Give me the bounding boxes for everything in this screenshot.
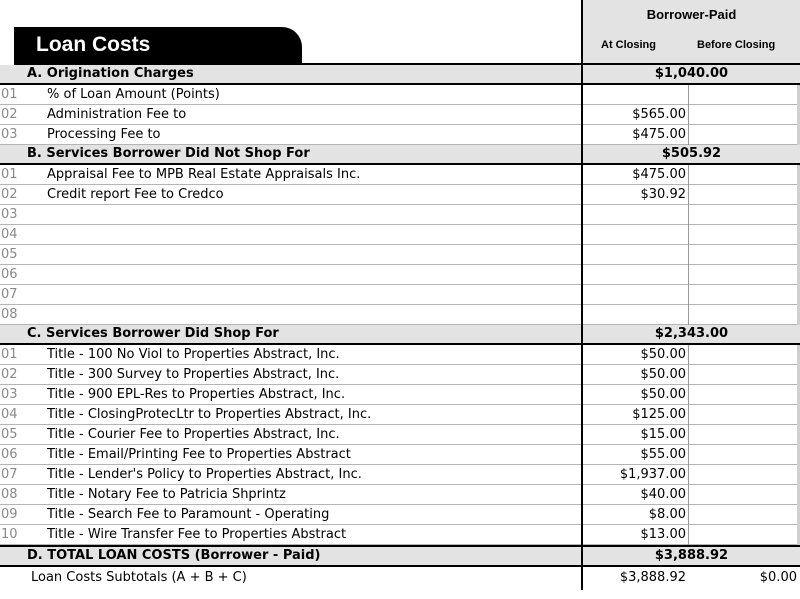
table-row	[0, 225, 800, 245]
amount-at-closing: $40.00	[640, 487, 686, 502]
line-number: 01	[1, 347, 18, 362]
column-divider	[581, 265, 583, 285]
line-number: 08	[1, 307, 18, 322]
amount-at-closing: $565.00	[632, 107, 686, 122]
table-row	[0, 185, 800, 205]
fee-description: Title - Notary Fee to Patricia Shprintz	[47, 487, 286, 502]
line-number: 04	[1, 407, 18, 422]
fee-description: Processing Fee to	[47, 127, 161, 142]
line-number: 06	[1, 447, 18, 462]
borrower-paid-header	[581, 0, 800, 65]
total-loan-costs-row	[0, 545, 800, 567]
column-divider	[581, 245, 583, 265]
line-number: 03	[1, 127, 18, 142]
table-row	[0, 265, 800, 285]
loan-costs-header	[0, 0, 800, 65]
table-row	[0, 425, 800, 445]
at-closing-column-header: At Closing	[601, 39, 656, 51]
column-divider	[581, 305, 583, 325]
amount-at-closing: $30.92	[640, 187, 686, 202]
fee-description: Title - Lender's Policy to Properties Abstract, Inc.	[47, 467, 362, 482]
column-divider	[688, 125, 689, 145]
table-row	[0, 105, 800, 125]
fee-description: Title - Wire Transfer Fee to Properties Abstract	[47, 527, 347, 542]
before-closing-column-header: Before Closing	[697, 39, 776, 51]
line-number: 03	[1, 387, 18, 402]
column-divider	[688, 305, 689, 325]
line-number: 01	[1, 167, 18, 182]
table-row	[0, 205, 800, 225]
fee-description: Administration Fee to	[47, 107, 187, 122]
column-divider	[688, 365, 689, 385]
table-row	[0, 165, 800, 185]
amount-at-closing: $50.00	[640, 347, 686, 362]
amount-at-closing: $13.00	[640, 527, 686, 542]
table-row	[0, 525, 800, 545]
line-number: 04	[1, 227, 18, 242]
column-divider	[688, 385, 689, 405]
column-divider	[688, 405, 689, 425]
loan-costs-table	[0, 65, 800, 589]
table-row	[0, 365, 800, 385]
section-header-row	[0, 65, 800, 85]
amount-at-closing: $50.00	[640, 387, 686, 402]
section-total: $505.92	[661, 146, 722, 161]
amount-at-closing: $55.00	[640, 447, 686, 462]
line-number: 02	[1, 187, 18, 202]
line-number: 06	[1, 267, 18, 282]
column-divider	[688, 485, 689, 505]
table-row	[0, 125, 800, 145]
fee-description: Title - 100 No Viol to Properties Abstract, Inc.	[47, 347, 340, 362]
column-divider	[688, 505, 689, 525]
section-header-row	[0, 325, 800, 345]
column-divider	[688, 165, 689, 185]
fee-description: Appraisal Fee to MPB Real Estate Appraisals Inc.	[47, 167, 361, 182]
table-row	[0, 345, 800, 365]
fee-description: Credit report Fee to Credco	[47, 187, 224, 202]
line-number: 07	[1, 287, 18, 302]
column-divider	[688, 425, 689, 445]
amount-at-closing: $8.00	[648, 507, 686, 522]
subtotal-before-closing: $0.00	[759, 570, 797, 585]
table-row	[0, 485, 800, 505]
table-row	[0, 385, 800, 405]
column-divider	[688, 525, 689, 545]
line-number: 02	[1, 107, 18, 122]
table-row	[0, 405, 800, 425]
line-number: 01	[1, 87, 18, 102]
table-row	[0, 465, 800, 485]
line-number: 08	[1, 487, 18, 502]
table-row	[0, 285, 800, 305]
column-divider	[688, 105, 689, 125]
table-row	[0, 85, 800, 105]
column-divider	[688, 445, 689, 465]
table-row	[0, 245, 800, 265]
line-number: 02	[1, 367, 18, 382]
column-divider	[688, 185, 689, 205]
table-row	[0, 445, 800, 465]
fee-description: Title - Courier Fee to Properties Abstract, Inc.	[47, 427, 340, 442]
line-number: 05	[1, 247, 18, 262]
section-label: A. Origination Charges	[27, 66, 194, 81]
column-divider	[581, 85, 583, 105]
amount-at-closing: $475.00	[632, 167, 686, 182]
fee-description: Title - Search Fee to Paramount - Operating	[47, 507, 330, 522]
line-number: 03	[1, 207, 18, 222]
column-divider	[688, 345, 689, 365]
line-number: 07	[1, 467, 18, 482]
loan-costs-title: Loan Costs	[14, 27, 302, 63]
column-divider	[581, 225, 583, 245]
amount-at-closing: $15.00	[640, 427, 686, 442]
column-divider	[688, 245, 689, 265]
table-row	[0, 305, 800, 325]
column-divider	[688, 205, 689, 225]
column-divider	[581, 205, 583, 225]
line-number: 10	[1, 527, 18, 542]
total-label: D. TOTAL LOAN COSTS (Borrower - Paid)	[27, 548, 321, 563]
column-divider	[688, 265, 689, 285]
section-total: $1,040.00	[654, 66, 729, 81]
total-value: $3,888.92	[654, 548, 729, 563]
fee-description: Title - Email/Printing Fee to Properties Abstract	[47, 447, 351, 462]
amount-at-closing: $1,937.00	[619, 467, 686, 482]
section-label: C. Services Borrower Did Shop For	[27, 326, 279, 341]
borrower-paid-title: Borrower-Paid	[646, 7, 737, 22]
subtotal-at-closing: $3,888.92	[619, 570, 686, 585]
section-label: B. Services Borrower Did Not Shop For	[27, 146, 310, 161]
column-divider	[688, 85, 689, 105]
subtotals-row	[0, 567, 800, 589]
column-divider	[581, 285, 583, 305]
amount-at-closing: $475.00	[632, 127, 686, 142]
section-total: $2,343.00	[654, 326, 729, 341]
subtotals-label: Loan Costs Subtotals (A + B + C)	[31, 570, 247, 585]
column-divider	[688, 285, 689, 305]
amount-at-closing: $125.00	[632, 407, 686, 422]
fee-description: Title - ClosingProtecLtr to Properties Abstract, Inc.	[47, 407, 372, 422]
column-divider	[688, 465, 689, 485]
table-row	[0, 505, 800, 525]
column-divider	[688, 225, 689, 245]
section-header-row	[0, 145, 800, 165]
fee-description: Title - 300 Survey to Properties Abstract, Inc.	[47, 367, 340, 382]
amount-at-closing: $50.00	[640, 367, 686, 382]
line-number: 05	[1, 427, 18, 442]
fee-description: % of Loan Amount (Points)	[47, 87, 220, 102]
fee-description: Title - 900 EPL-Res to Properties Abstract, Inc.	[47, 387, 346, 402]
line-number: 09	[1, 507, 18, 522]
